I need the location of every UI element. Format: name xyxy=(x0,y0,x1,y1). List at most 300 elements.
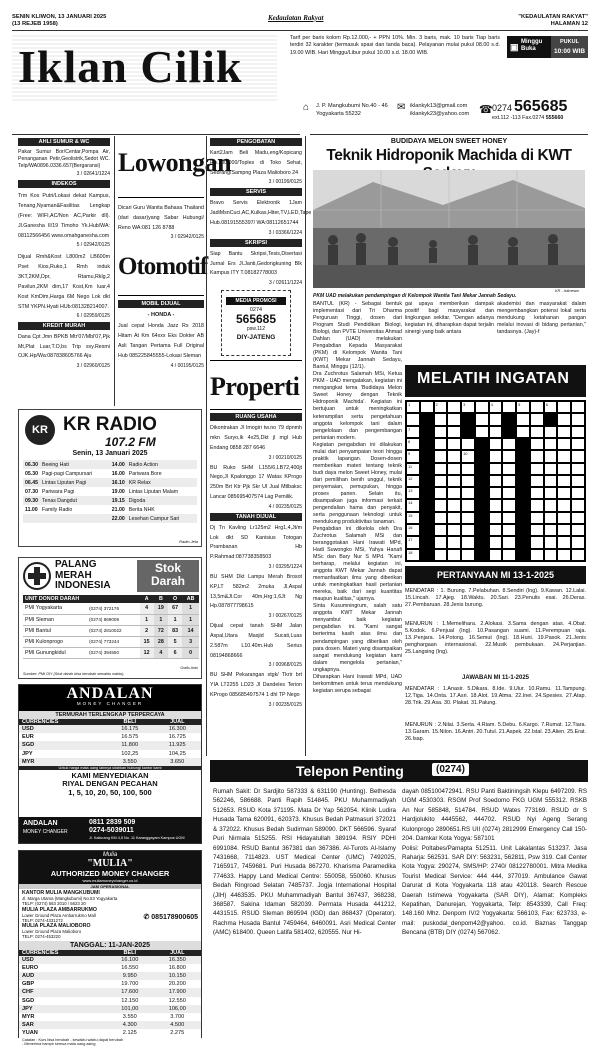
crossword-cell[interactable] xyxy=(406,463,420,475)
crossword-cell[interactable] xyxy=(461,512,475,524)
crossword-cell[interactable] xyxy=(447,463,461,475)
crossword-cell[interactable] xyxy=(530,499,544,511)
crossword-cell[interactable] xyxy=(557,401,571,413)
pmi-cell: 5 xyxy=(168,636,182,647)
crossword-cell[interactable] xyxy=(489,549,503,561)
crossword-cell[interactable] xyxy=(434,487,448,499)
crossword-cell[interactable] xyxy=(447,438,461,450)
crossword-cell[interactable] xyxy=(557,438,571,450)
pmi-cell: 14 xyxy=(182,625,199,636)
crossword-cell[interactable] xyxy=(475,512,489,524)
crossword-cell[interactable] xyxy=(420,499,434,511)
crossword-cell[interactable] xyxy=(502,475,516,487)
crossword-cell[interactable] xyxy=(530,524,544,536)
badge-hours-value: 10:00 WIB xyxy=(553,47,586,55)
crossword-cell[interactable] xyxy=(544,401,558,413)
promo-ext: psw.112 xyxy=(247,326,265,333)
crossword-cell[interactable] xyxy=(475,475,489,487)
crossword-cell[interactable] xyxy=(544,438,558,450)
schedule-row xyxy=(23,496,197,505)
crossword-cell[interactable] xyxy=(447,475,461,487)
rate-cell: JPY xyxy=(22,750,33,757)
pmi-title xyxy=(55,560,111,592)
article-photo xyxy=(313,170,585,288)
crossword-cell[interactable] xyxy=(516,499,530,511)
crossword-cell[interactable] xyxy=(557,549,571,561)
crossword-cell[interactable] xyxy=(406,524,420,536)
schedule-cell: 19.00 xyxy=(111,488,125,495)
ad-tanah-3: Dijual cepat tanah SHM Jalan Aspal,Utara Masjid Sucati,Luas 2.587m L10.40m.Hub Serius 08194868666 xyxy=(210,623,302,659)
article-kicker: BUDIDAYA MELON SWEET HONEY xyxy=(390,138,508,145)
crossword-cell[interactable] xyxy=(544,426,558,438)
crossword-cell[interactable] xyxy=(461,499,475,511)
crossword-cell[interactable] xyxy=(502,413,516,425)
schedule-cell: 22.00 xyxy=(111,515,125,522)
crossword-cell[interactable] xyxy=(447,426,461,438)
schedule-row xyxy=(23,514,197,523)
crossword-cell[interactable] xyxy=(489,413,503,425)
crossword-cell[interactable] xyxy=(544,524,558,536)
crossword-cell[interactable] xyxy=(571,475,585,487)
crossword-cell[interactable] xyxy=(516,512,530,524)
crossword-cell[interactable] xyxy=(530,475,544,487)
schedule-cell: 16.00 xyxy=(111,470,125,477)
page-number: HALAMAN 12 xyxy=(550,21,588,27)
rate-cell: 17.900 xyxy=(168,989,186,996)
pmi-cell: 1 xyxy=(154,614,168,625)
schedule-cell: 06.30 xyxy=(25,461,38,468)
crossword-cell[interactable] xyxy=(434,413,448,425)
pmi-cell: 3 xyxy=(182,636,199,647)
crossword-cell[interactable] xyxy=(447,549,461,561)
crossword-cell[interactable] xyxy=(420,512,434,524)
crossword-cell[interactable] xyxy=(447,401,461,413)
crossword-cell[interactable] xyxy=(489,487,503,499)
crossword-cell[interactable] xyxy=(475,499,489,511)
crossword-cell[interactable] xyxy=(571,499,585,511)
crossword-cell[interactable] xyxy=(502,524,516,536)
rate-cell: GBP xyxy=(22,981,35,988)
crossword-cell[interactable] xyxy=(557,463,571,475)
rate-cell: 16.175 xyxy=(121,726,139,733)
crossword-cell[interactable] xyxy=(406,450,420,462)
crossword-cell[interactable] xyxy=(447,487,461,499)
section-mobil: MOBIL DIJUAL xyxy=(118,300,204,308)
rate-row xyxy=(19,1021,201,1029)
crossword-cell[interactable] xyxy=(544,450,558,462)
crossword-cell[interactable] xyxy=(571,487,585,499)
crossword-cell[interactable] xyxy=(420,549,434,561)
crossword-cell[interactable] xyxy=(516,536,530,548)
crossword-cell[interactable] xyxy=(502,426,516,438)
crossword-cell[interactable] xyxy=(544,512,558,524)
crossword-cell[interactable] xyxy=(406,512,420,524)
crossword-cell[interactable] xyxy=(516,438,530,450)
ad-id: 5 / 02942/0125 xyxy=(76,241,110,248)
crossword-cell[interactable] xyxy=(406,549,420,561)
crossword-cell[interactable] xyxy=(406,426,420,438)
crossword-cell[interactable] xyxy=(406,413,420,425)
ad-kontrak: Dikontrakan Jl Imogiri tw.no 79 dpnmh mkn Suryo,lk 4x25,Dkt jl mgl Hub Endang 0858 287 6646 xyxy=(210,425,302,451)
crossword-cell[interactable] xyxy=(502,487,516,499)
crossword-cell[interactable] xyxy=(502,450,516,462)
crossword-cell[interactable] xyxy=(571,438,585,450)
crossword-cell[interactable] xyxy=(447,512,461,524)
crossword-cell[interactable] xyxy=(489,438,503,450)
crossword-cell[interactable] xyxy=(544,536,558,548)
pmi-box xyxy=(18,557,202,679)
crossword-cell[interactable] xyxy=(434,450,448,462)
schedule-cell xyxy=(40,514,110,523)
andalan-phone[interactable]: 0274-5039011 xyxy=(89,827,134,834)
crossword-cell[interactable] xyxy=(530,487,544,499)
mulia-web[interactable]: www.muliamoneychanger.co.id xyxy=(82,878,138,883)
crossword-cell[interactable] xyxy=(516,463,530,475)
crossword-cell[interactable] xyxy=(461,438,475,450)
crossword-cell[interactable] xyxy=(571,512,585,524)
crossword-cell[interactable] xyxy=(516,475,530,487)
crossword-cell[interactable] xyxy=(434,524,448,536)
crossword-cell[interactable] xyxy=(544,487,558,499)
pmi-cell: 1 xyxy=(182,614,199,625)
crossword-cell[interactable] xyxy=(502,499,516,511)
crossword-cell[interactable] xyxy=(502,512,516,524)
crossword-cell[interactable] xyxy=(420,524,434,536)
crossword-cell[interactable] xyxy=(489,426,503,438)
ad-id: 3 / 00968/0125 xyxy=(268,662,302,669)
crossword-cell[interactable] xyxy=(420,463,434,475)
mulia-whatsapp[interactable] xyxy=(143,913,198,921)
crossword-cell[interactable] xyxy=(557,512,571,524)
rate-cell: 2.125 xyxy=(122,1030,137,1037)
mulia-header xyxy=(19,851,201,884)
andalan-sub: MONEY CHANGER xyxy=(76,701,144,706)
email-list xyxy=(410,103,469,118)
rate-cell: USD xyxy=(22,726,34,733)
andalan-whatsapp[interactable]: 0811 2839 509 xyxy=(89,819,136,826)
rate-cell: 2.275 xyxy=(170,1030,185,1037)
ad-tariff: Tarif per baris kolom Rp.12.000,- + PPN 10%. Min. 3 baris, mak. 10 baris Tiap baris terdiri 32 karakter (termasuk spasi dan tanda baca). Pelayanan mulai pukul 08.00 s.d. 19.00 WIB. Hari Minggu/Libur pukul 10.00 s.d. 18.00 WIB. xyxy=(290,35,500,56)
crossword-cell[interactable] xyxy=(420,438,434,450)
ad-tanah-2: BU SHM Dkt Lampu Merah Brosot KP,LT 582m2 2muka Jl.Aspal 13,5m&Jl.Cor 40m,Hrg:1,6Jt Ng Hp.087877798615 xyxy=(210,573,302,610)
crossword-cell[interactable] xyxy=(447,450,461,462)
ad-kredit: Dana Cpt Jmn BPKB Mtr'07/Mbl'07,Pjk Mt,Plat Luar,T.O,bs Trip svy.Resmi OJK.Hp/Wa:087838605766 Aju xyxy=(18,334,110,360)
hijri-date: (13 REJEB 1958) xyxy=(12,21,58,27)
phone-number[interactable]: 565685 xyxy=(514,98,568,115)
crossword-cell[interactable] xyxy=(557,487,571,499)
crossword-cell[interactable] xyxy=(516,524,530,536)
branch-2-address: Lower Ground Plaza Ambarrukmo Mall xyxy=(22,912,96,918)
schedule-cell: Pagi-pagi Campursari xyxy=(41,470,93,477)
crossword-cell[interactable] xyxy=(475,487,489,499)
crossword-cell[interactable] xyxy=(530,438,544,450)
branch-1: KANTOR MULIA MANGKUBUMI xyxy=(22,890,100,896)
section-servis: SERVIS xyxy=(210,188,302,196)
schedule-cell: 07.30 xyxy=(25,488,38,495)
rate-cell: 16.800 xyxy=(168,964,186,971)
crossword-cell[interactable] xyxy=(447,524,461,536)
schedule-cell: 11.00 xyxy=(25,506,38,513)
crossword-cell[interactable] xyxy=(475,463,489,475)
phone-prefix: 0274 xyxy=(492,103,513,113)
crossword-cell[interactable] xyxy=(571,450,585,462)
rate-row xyxy=(19,997,201,1005)
rate-row xyxy=(19,1013,201,1021)
crossword-cell[interactable] xyxy=(406,499,420,511)
crossword-cell[interactable] xyxy=(489,499,503,511)
pmi-cell: 12 xyxy=(140,647,154,658)
crossword-cell[interactable] xyxy=(530,413,544,425)
mulia-note-1: Catatan : Kurs bisa berubah - sewaktu waktu dapat berubah xyxy=(22,1037,124,1042)
crossword-cell[interactable] xyxy=(461,413,475,425)
crossword-cell[interactable] xyxy=(461,463,475,475)
clue-number: 5 xyxy=(518,402,521,407)
ad-servis: Bravo Servis Elektronik 1Jam JadiMsnCuci,AC,Kulkas,Hiter,TV,LED,Tape Hub.08191555397/ WA:08112651744 xyxy=(210,200,312,226)
pmi-cell: PMI Gunungkidul xyxy=(23,647,87,658)
crossword-cell[interactable] xyxy=(544,463,558,475)
rate-cell: 9.950 xyxy=(122,973,137,980)
location-icon: ⌂ xyxy=(303,102,310,113)
crossword-cell[interactable] xyxy=(489,512,503,524)
crossword-cell[interactable] xyxy=(557,413,571,425)
crossword-cell[interactable] xyxy=(461,450,475,462)
ad-id: 3 / 02960/0125 xyxy=(76,362,110,369)
crossword-cell[interactable] xyxy=(489,524,503,536)
andalan-tagline: TERMURAH TERLENGKAP TERPERCAYA xyxy=(19,711,201,719)
crossword-cell[interactable] xyxy=(461,549,475,561)
crossword-cell[interactable] xyxy=(544,499,558,511)
address-line2: Yogyakarta 55232 xyxy=(316,110,361,117)
rate-cell: 20.200 xyxy=(168,981,186,988)
crossword-cell[interactable] xyxy=(502,401,516,413)
rate-cell: USD xyxy=(22,956,34,963)
crossword-cell[interactable] xyxy=(434,549,448,561)
crossword-cell[interactable] xyxy=(530,426,544,438)
crossword-cell[interactable] xyxy=(420,401,434,413)
crossword-cell[interactable] xyxy=(475,426,489,438)
crossword-cell[interactable] xyxy=(530,463,544,475)
rate-cell: 11.925 xyxy=(168,742,186,749)
mulia-hours: JAM OPERASIONAL xyxy=(19,884,201,889)
radio-date: Senin, 13 Januari 2025 xyxy=(72,450,148,457)
crossword-cell[interactable] xyxy=(571,463,585,475)
ad-id: 6 / 02959/0125 xyxy=(76,313,110,320)
crossword-cell[interactable] xyxy=(420,413,434,425)
crossword-cell[interactable] xyxy=(516,401,530,413)
answers-down: MENURUN : 2.Nilai. 3.Serta. 4.Riam. 5.Debu. 6.Kargo. 7.Rumat. 12.Tiara. 13.Garam. 15.Nilon. 16.Antri. 20.Tutul. 21.Aspek. 22.Istal. 23.Alien. 25.Erat. 26.Isap. xyxy=(405,722,586,743)
crossword-cell[interactable] xyxy=(489,475,503,487)
crossword-cell[interactable] xyxy=(434,512,448,524)
rate-cell: 3.650 xyxy=(170,758,185,765)
rate-row xyxy=(19,980,201,988)
crossword-cell[interactable] xyxy=(530,401,544,413)
clue-number: 12 xyxy=(408,475,413,481)
pmi-header-cell: A xyxy=(144,596,149,602)
crossword-cell[interactable] xyxy=(557,426,571,438)
crossword-cell[interactable] xyxy=(557,475,571,487)
question-header: PERTANYAAN MI 13-1-2025 xyxy=(405,566,586,584)
crossword-cell[interactable] xyxy=(434,499,448,511)
pmi-cell: (0274) 869009 xyxy=(87,614,139,625)
crossword-cell[interactable] xyxy=(571,413,585,425)
crossword-cell[interactable] xyxy=(420,450,434,462)
crossword-cell[interactable] xyxy=(516,549,530,561)
crossword-cell[interactable] xyxy=(475,438,489,450)
crossword-cell[interactable] xyxy=(516,426,530,438)
pmi-cell: (0274) 394550 xyxy=(87,647,139,658)
pmi-title-2: MERAH xyxy=(55,569,92,581)
crossword-cell[interactable] xyxy=(530,450,544,462)
crossword-cell[interactable] xyxy=(475,401,489,413)
crossword-cell[interactable] xyxy=(475,524,489,536)
crossword-cell[interactable] xyxy=(420,487,434,499)
crossword-cell[interactable] xyxy=(516,450,530,462)
crossword-cell[interactable] xyxy=(461,401,475,413)
section-ahli-sumur: AHLI SUMUR & WC xyxy=(18,138,110,146)
section-kredit: KREDIT MURAH xyxy=(18,322,110,330)
whatsapp-icon: ✆ xyxy=(143,914,152,921)
pmi-cell: 1 xyxy=(168,614,182,625)
pmi-header-cell: B xyxy=(158,596,163,602)
rate-cell: 3.550 xyxy=(122,1014,137,1021)
rate-cell: 104,25 xyxy=(168,750,186,757)
crossword-cell[interactable] xyxy=(475,536,489,548)
rate-cell: 3.550 xyxy=(122,758,137,765)
fax-number: 555660 xyxy=(545,115,564,121)
crossword-cell[interactable] xyxy=(489,450,503,462)
crossword-cell[interactable] xyxy=(406,487,420,499)
crossword-cell[interactable] xyxy=(447,413,461,425)
crossword-cell[interactable] xyxy=(502,549,516,561)
branch-1-address: Jl. Marga Utama (Mangkubumi) No.53 Yogyakarta xyxy=(22,896,118,902)
rate-cell: 11.800 xyxy=(121,742,139,749)
clue-number: 4 xyxy=(490,402,493,407)
mulia-script: Mulia xyxy=(102,852,118,858)
pmi-cell: 1 xyxy=(182,603,199,614)
schedule-row xyxy=(23,478,197,487)
crossword-cell[interactable] xyxy=(461,475,475,487)
crossword-cell[interactable] xyxy=(489,536,503,548)
classified-col-3 xyxy=(210,138,312,708)
radio-frequency: 107.2 FM xyxy=(105,435,156,449)
rate-row xyxy=(19,733,201,741)
crossword-cell[interactable] xyxy=(489,401,503,413)
crossword-cell[interactable] xyxy=(544,413,558,425)
crossword-cell[interactable] xyxy=(434,426,448,438)
crossword-cell[interactable] xyxy=(406,475,420,487)
crossword-cell[interactable] xyxy=(447,536,461,548)
crossword-cell[interactable] xyxy=(571,524,585,536)
crossword-cell[interactable] xyxy=(571,549,585,561)
crossword-cell[interactable] xyxy=(420,475,434,487)
promo-title: MEDIA PROMOSI xyxy=(226,297,286,305)
classified-col-2 xyxy=(118,138,232,369)
crossword-cell[interactable] xyxy=(461,487,475,499)
rate-cell: 12.550 xyxy=(168,997,186,1004)
crossword-cell[interactable] xyxy=(530,512,544,524)
pmi-row xyxy=(23,603,199,614)
branch-3-phone: TELP: 0274-453220 xyxy=(22,934,61,940)
police-numbers: dayah 085100472941. RSU Panti Baktiningsih Klepu 6497209. RS UGM 4530303. RSGM Prof Soedomo FKG UGM 555312. RSKB An Nur 585848, 514784. RSUD Wates 773169. RSUD dr S Hardjolukito 4445562, 444702. RSUD Nyi Ageng Serang Kulonprogo 2890651.RS UII (0274) 2812999 Emergency Call 150-204. Damkar Kota Yogya: 587101 Polisi: Poltabes/Pamapta 512511. Unit Lakalantas 513237. Jasa Raharja: 562531. SAR DIY: 563231, 562811, Psw 319. Call Center Kota Yogya: 290274, SMS/HP: 2740/ 08122780001. Mitra Medika Tourist Medical Service: 444 444, 377019. Ambulance Gawat Darurat di Kota Yogyakarta 118 atau 420118. Search Rescue Daerah Istimewa Yogyakarta (SAR DIY), Alamat: Kompleks Kepatihan, Danurejan, Yogyakarta, Telp: 8543339, Call Freq: 148.160 Mhz. Denpom IV/2 Yogyakarta: 566103, Fax: 623733, e-mail: puskodal_denpom42@yahoo. co.id. Baznas Tanggap Bencana (BTB) DIY (0274) 567062. xyxy=(402,788,587,937)
email-2[interactable]: iklankyk23@yahoo.com xyxy=(410,110,470,117)
andalan-rate-table xyxy=(19,719,201,766)
crossword-cell[interactable] xyxy=(406,536,420,548)
ad-id: 3 / 02611/1224 xyxy=(269,280,302,287)
schedule-cell: 19.15 xyxy=(111,497,125,504)
pmi-cell: 2 xyxy=(140,625,154,636)
schedule-cell xyxy=(23,514,40,523)
ad-id: 3 / 00210/0125 xyxy=(268,454,302,461)
pmi-cell: 1 xyxy=(140,614,154,625)
rate-row xyxy=(19,1005,201,1013)
crossword-cell[interactable] xyxy=(557,536,571,548)
crossword-cell[interactable] xyxy=(420,426,434,438)
crossword-cell[interactable] xyxy=(447,499,461,511)
clue-number: 15 xyxy=(408,512,413,518)
crossword-cell[interactable] xyxy=(475,413,489,425)
crossword-cell[interactable] xyxy=(557,524,571,536)
rate-row xyxy=(19,750,201,758)
crossword-cell[interactable] xyxy=(530,536,544,548)
pmi-cell: 28 xyxy=(154,636,168,647)
crossword-cell[interactable] xyxy=(530,549,544,561)
crossword-cell[interactable] xyxy=(420,536,434,548)
email-1[interactable]: iklankyk13@gmail.com xyxy=(410,103,468,109)
crossword-cell[interactable] xyxy=(571,401,585,413)
crossword-cell[interactable] xyxy=(475,549,489,561)
crossword-cell[interactable] xyxy=(502,438,516,450)
pmi-title-1: PALANG xyxy=(55,559,97,570)
rate-cell: SGD xyxy=(22,997,35,1004)
crossword-cell[interactable] xyxy=(557,499,571,511)
rate-cell: 16.100 xyxy=(121,956,139,963)
crossword-cell[interactable] xyxy=(406,401,420,413)
crossword-cell[interactable] xyxy=(461,426,475,438)
schedule-cell: Radio Action xyxy=(128,461,158,468)
crossword-cell[interactable] xyxy=(502,463,516,475)
crossword-cell[interactable] xyxy=(516,487,530,499)
ad-rumah: Dijual Rmh&Kost L800m2 LB600m Pset Kios,Ruko,1 Rmh induk 3KT,2KM,Dpr, Rtamu,Rklg,2 Pavilun,2KM dim,17 Kost,Km luar,4 Kost KmDim,Harga 6M Nego Lok dkt STM YKPN.Hyati HUb:081328214007. xyxy=(18,253,110,311)
rate-row xyxy=(19,741,201,749)
crossword-cell[interactable] xyxy=(461,536,475,548)
crossword-cell[interactable] xyxy=(434,401,448,413)
lowongan-logo: Lowongan xyxy=(118,138,204,198)
promo-line2: RIYAL DENGAN PECAHAN xyxy=(62,779,158,789)
crossword-grid[interactable] xyxy=(405,400,586,562)
crossword-cell[interactable] xyxy=(489,463,503,475)
crossword-cell[interactable] xyxy=(461,524,475,536)
crossword-cell[interactable] xyxy=(434,438,448,450)
crossword-cell[interactable] xyxy=(502,536,516,548)
badge-hours xyxy=(551,36,588,58)
crossword-cell[interactable] xyxy=(434,463,448,475)
branch-2: MULIA PLAZA AMBARRUKMO xyxy=(22,906,97,913)
crossword-cell[interactable] xyxy=(571,426,585,438)
crossword-cell[interactable] xyxy=(544,549,558,561)
crossword-cell[interactable] xyxy=(475,450,489,462)
kr-radio-box xyxy=(18,409,202,547)
mulia-wa-number[interactable]: 085178900605 xyxy=(151,914,198,921)
crossword-cell[interactable] xyxy=(406,438,420,450)
crossword-cell[interactable] xyxy=(544,475,558,487)
crossword-cell[interactable] xyxy=(557,450,571,462)
schedule-cell: 14.00 xyxy=(111,461,125,468)
crossword-cell[interactable] xyxy=(434,536,448,548)
crossword-cell[interactable] xyxy=(516,413,530,425)
crossword-cell[interactable] xyxy=(434,475,448,487)
crossword-cell[interactable] xyxy=(571,536,585,548)
section-title: Iklan Cilik xyxy=(18,41,243,92)
